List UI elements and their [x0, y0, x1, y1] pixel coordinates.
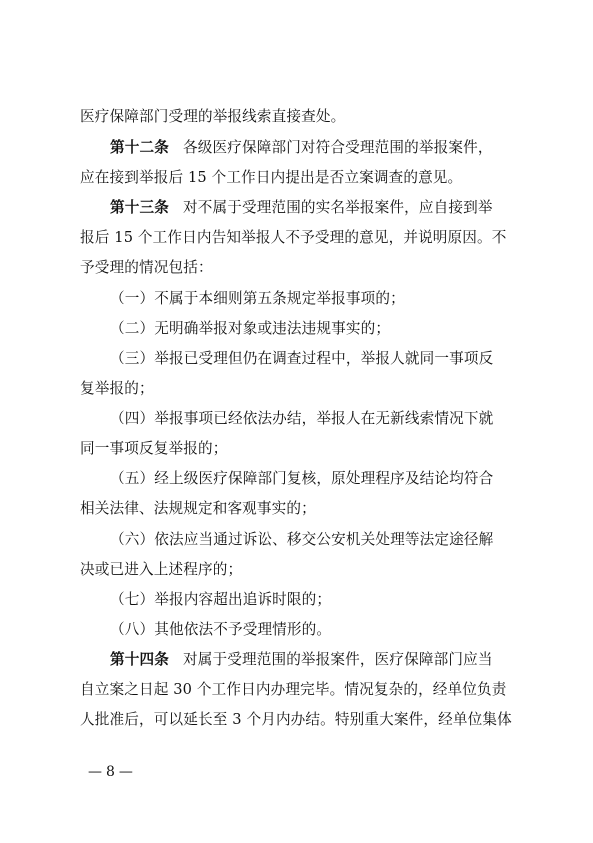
text-line: 对不属于受理范围的实名举报案件，应自接到举: [182, 199, 493, 216]
text-line: 报后 15 个工作日内告知举报人不予受理的意见，并说明原因。不: [80, 229, 507, 246]
text-line: 予受理的情况包括：: [80, 259, 213, 276]
list-item: （五）经上级医疗保障部门复核，原处理程序及结论均符合: [110, 470, 494, 487]
page-number-value: 8: [106, 764, 115, 780]
text-line: 各级医疗保障部门对符合受理范围的举报案件，: [182, 139, 493, 156]
list-item-continuation: 复举报的；: [80, 380, 154, 397]
article-12-line: [110, 138, 520, 158]
text-line: 人批准后，可以延长至 3 个月内办结。特别重大案件，经单位集体: [80, 711, 512, 728]
page-number: [84, 762, 137, 782]
article-14-line: [110, 650, 520, 670]
article-13-title: 第十三条: [110, 199, 169, 216]
text-line: 应在接到举报后 15 个工作日内提出是否立案调查的意见。: [80, 169, 463, 186]
page-number-dash-left: —: [88, 764, 102, 780]
article-13-line: [110, 198, 520, 218]
text-line: 对属于受理范围的举报案件，医疗保障部门应当: [182, 651, 493, 668]
text-line: 自立案之日起 30 个工作日内办理完毕。情况复杂的，经单位负责: [80, 681, 507, 698]
article-12-title: 第十二条: [110, 139, 169, 156]
article-14-title: 第十四条: [110, 651, 169, 668]
list-item: （六）依法应当通过诉讼、移交公安机关处理等法定途径解: [110, 531, 494, 548]
page-number-dash-right: —: [118, 764, 133, 780]
list-item: （一）不属于本细则第五条规定举报事项的；: [110, 290, 405, 307]
text-line: 医疗保障部门受理的举报线索直接查处。: [80, 108, 346, 125]
list-item: （七）举报内容超出追诉时限的；: [110, 591, 332, 608]
list-item: （二）无明确举报对象或违法违规事实的；: [110, 320, 391, 337]
list-item: （四）举报事项已经依法办结，举报人在无新线索情况下就: [110, 410, 494, 427]
list-item-continuation: 决或已进入上述程序的；: [80, 561, 243, 578]
list-item: （三）举报已受理但仍在调查过程中，举报人就同一事项反: [110, 350, 494, 367]
list-item-continuation: 同一事项反复举报的；: [80, 440, 228, 457]
list-item-continuation: 相关法律、法规规定和客观事实的；: [80, 500, 316, 517]
list-item: （八）其他依法不予受理情形的。: [110, 621, 332, 638]
